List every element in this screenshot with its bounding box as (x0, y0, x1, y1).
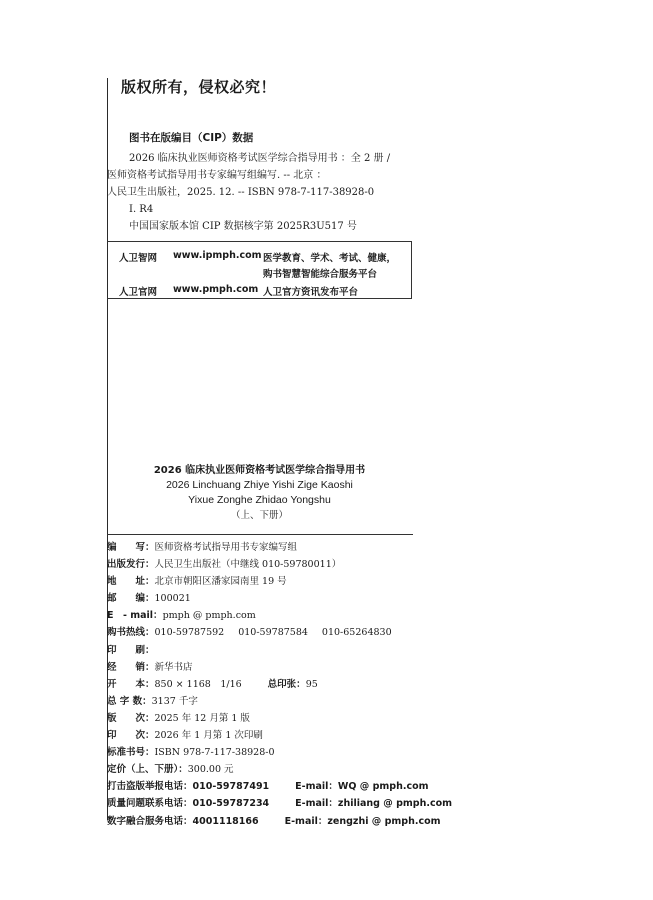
hotline-number: 010-65264830 (321, 627, 392, 639)
info-row-impression (107, 727, 427, 744)
cip-heading: 图书在版编目（CIP）数据 (129, 132, 254, 144)
info-value: 3137 千字 (151, 695, 198, 707)
book-title-zh: 2026 临床执业医师资格考试医学综合指导用书 (153, 465, 366, 476)
info-value: 95 (305, 678, 318, 690)
hotline-number: 010-59787584 (238, 627, 308, 639)
info-row-edition (107, 710, 427, 727)
info-value[interactable]: pmph @ pmph.com (162, 610, 256, 622)
contact-email[interactable]: E-mail：WQ @ pmph.com (295, 781, 429, 793)
info-value: 医师资格考试指导用书专家编写组 (154, 542, 298, 553)
hotline-number: 010-59787592 (154, 627, 225, 639)
cip-line: 2026 临床执业医师资格考试医学综合指导用书 ：全 2 册 / (129, 153, 391, 164)
info-label: 印 次： (107, 730, 155, 742)
cip-line: 人民卫生出版社，2025. 12. -- ISBN 978-7-117-38928-0 (107, 187, 375, 198)
contact-phone: 010-59787491 (192, 781, 270, 793)
cip-data-block (107, 150, 417, 235)
info-label: 经 销： (107, 661, 155, 673)
info-label: 印 刷： (107, 644, 155, 656)
info-row-distributor (107, 659, 427, 676)
contact-label: 打击盗版举报电话： (107, 781, 193, 793)
info-value: 300.00 元 (187, 764, 234, 776)
platform-name: 人卫官网 (119, 287, 158, 298)
platform-name: 人卫智网 (119, 253, 158, 264)
info-value: 2026 年 1 月第 1 次印刷 (154, 730, 263, 742)
info-row-contact (107, 813, 441, 830)
info-label: 总印张： (267, 678, 306, 690)
info-label: 标准书号： (107, 747, 155, 759)
info-row-printer (107, 642, 427, 659)
info-row-hotline (107, 624, 427, 641)
info-label: 总 字 数： (107, 695, 152, 707)
contact-label: 质量问题联系电话： (107, 798, 193, 810)
book-title-block (107, 463, 412, 523)
book-title-pinyin: 2026 Linchuang Zhiye Yishi Zige Kaoshi (166, 479, 353, 491)
copyright-notice: 版权所有，侵权必究！ (121, 78, 277, 96)
book-volume: （上、下册） (230, 510, 288, 521)
info-value: ISBN 978-7-117-38928-0 (154, 747, 275, 759)
info-value: 人民卫生出版社（中继线 010-59780011） (154, 559, 342, 571)
info-label: E - mail： (107, 610, 163, 622)
cip-line: 中国国家版本馆 CIP 数据核字第 2025R3U517 号 (129, 221, 357, 232)
platform-desc: 购书智慧智能综合服务平台 (263, 269, 378, 280)
info-row-postcode (107, 590, 427, 607)
info-label: 开 本： (107, 678, 155, 690)
info-row-email (107, 607, 427, 624)
info-label: 地 址： (107, 576, 155, 588)
publication-info (107, 539, 453, 830)
platform-desc: 人卫官方资讯发布平台 (263, 287, 359, 298)
info-row-format (107, 676, 427, 693)
info-row-isbn (107, 744, 427, 761)
contact-email[interactable]: E-mail：zhiliang @ pmph.com (295, 798, 453, 810)
info-label: 版 次： (107, 712, 155, 724)
book-title-pinyin: Yixue Zonghe Zhidao Yongshu (188, 494, 331, 506)
divider (107, 534, 413, 535)
contact-email[interactable]: E-mail：zengzhi @ pmph.com (284, 815, 441, 827)
info-row-price (107, 761, 427, 778)
info-row-publisher (107, 556, 427, 573)
info-label: 编 写： (107, 542, 155, 553)
info-label: 出版发行： (107, 559, 155, 571)
cip-line: 医师资格考试指导用书专家编写组编写. -- 北京 ： (107, 170, 327, 181)
info-label: 邮 编： (107, 593, 155, 605)
info-value: 850 × 1168 1/16 (154, 678, 242, 690)
cip-line: Ⅰ. R4 (129, 204, 154, 215)
info-label: 购书热线： (107, 627, 155, 639)
contact-phone: 010-59787234 (192, 798, 270, 810)
info-label: 定价（上、下册）： (107, 764, 188, 776)
contact-phone: 4001118166 (192, 815, 259, 827)
info-row-address (107, 573, 427, 590)
info-value: 100021 (154, 593, 191, 605)
info-value: 新华书店 (154, 661, 193, 673)
info-value: 2025 年 12 月第 1 版 (154, 712, 250, 724)
info-value: 北京市朝阳区潘家园南里 19 号 (154, 576, 287, 588)
platform-url[interactable]: www.ipmph.com (173, 250, 262, 261)
platform-url[interactable]: www.pmph.com (173, 284, 259, 295)
info-row-contact (107, 778, 427, 795)
info-row-author (107, 539, 427, 556)
contact-label: 数字融合服务电话： (107, 815, 193, 827)
info-row-contact (107, 795, 453, 812)
info-row-words (107, 693, 427, 710)
platform-desc: 医学教育、学术、考试、健康， (263, 253, 397, 264)
platform-info-box (107, 241, 412, 299)
